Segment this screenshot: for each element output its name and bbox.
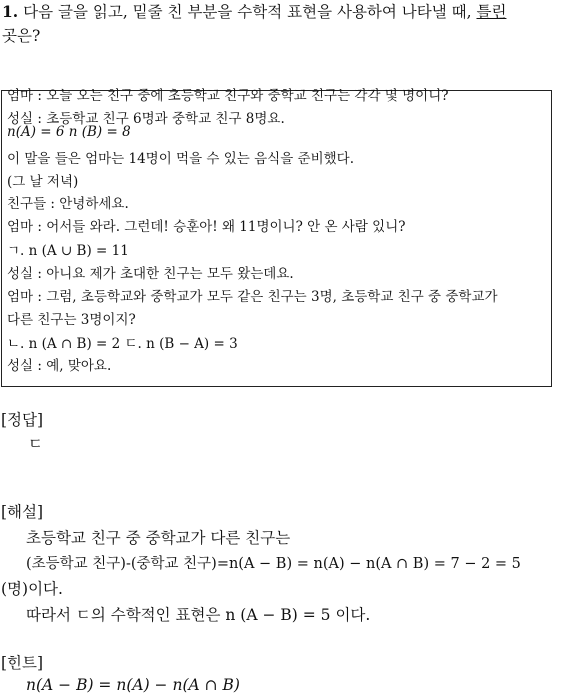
explanation-line: 따라서 ㄷ의 수학적인 표현은 n (A − B) = 5 이다. xyxy=(26,606,371,624)
hint-label: [힌트] xyxy=(1,654,44,672)
dialogue-line: (그 날 저녁) xyxy=(7,174,79,190)
dialogue-line: 친구들 : 안녕하세요. xyxy=(7,196,129,212)
dialogue-line: 엄마 : 그럼, 초등학교와 중학교가 모두 같은 친구는 3명, 초등학교 친구 중 중학교가 xyxy=(7,289,498,305)
dialogue-line: 성실 : 예, 맞아요. xyxy=(7,358,112,374)
question-line-2: 곳은? xyxy=(2,27,41,45)
dialogue-line: 다른 친구는 3명이지? xyxy=(7,312,136,328)
explanation-line: (초등학교 친구)-(중학교 친구)=n(A − B) = n(A) − n(A ∩ B) = 7 − 2 = 5 xyxy=(26,556,521,572)
dialogue-line: 성실 : 아니요 제가 초대한 친구는 모두 왔는데요. xyxy=(7,266,294,282)
underlined-word: 틀린 xyxy=(476,3,507,21)
dialogue-line: 엄마 : 어서들 와라. 그런데! 승훈아! 왜 11명이니? 안 온 사람 있니? xyxy=(7,219,406,235)
dialogue-line: 이 말을 들은 엄마는 14명이 먹을 수 있는 음식을 준비했다. xyxy=(7,151,354,167)
dialogue-line: 엄마 : 오늘 오는 친구 중에 초등학교 친구와 중학교 친구는 각각 몇 명이니? xyxy=(7,88,449,104)
answer-value: ㄷ xyxy=(28,435,43,453)
dialogue-math-line: ㄴ. n (A ∩ B) = 2 ㄷ. n (B − A) = 3 xyxy=(7,336,238,352)
explanation-line: (명)이다. xyxy=(1,580,63,598)
dialogue-line: 성실 : 초등학교 친구 6명과 중학교 친구 8명요. xyxy=(7,111,285,127)
dialogue-math-line: ㄱ. n (A ∪ B) = 11 xyxy=(7,243,129,259)
answer-label: [정답] xyxy=(1,411,44,429)
explanation-label: [해설] xyxy=(1,503,44,521)
hint-line: n(A − B) = n(A) − n(A ∩ B) xyxy=(26,676,240,694)
question-number: 1. xyxy=(2,2,19,21)
question-line-1 xyxy=(2,2,506,22)
question-text: 다음 글을 읽고, 밑줄 친 부분을 수학적 표현을 사용하여 나타낼 때, xyxy=(23,3,477,21)
explanation-line: 초등학교 친구 중 중학교가 다른 친구는 xyxy=(26,529,291,547)
dialogue-math-line: n(A) = 6 n (B) = 8 xyxy=(7,124,131,140)
dialogue-box xyxy=(1,90,552,387)
